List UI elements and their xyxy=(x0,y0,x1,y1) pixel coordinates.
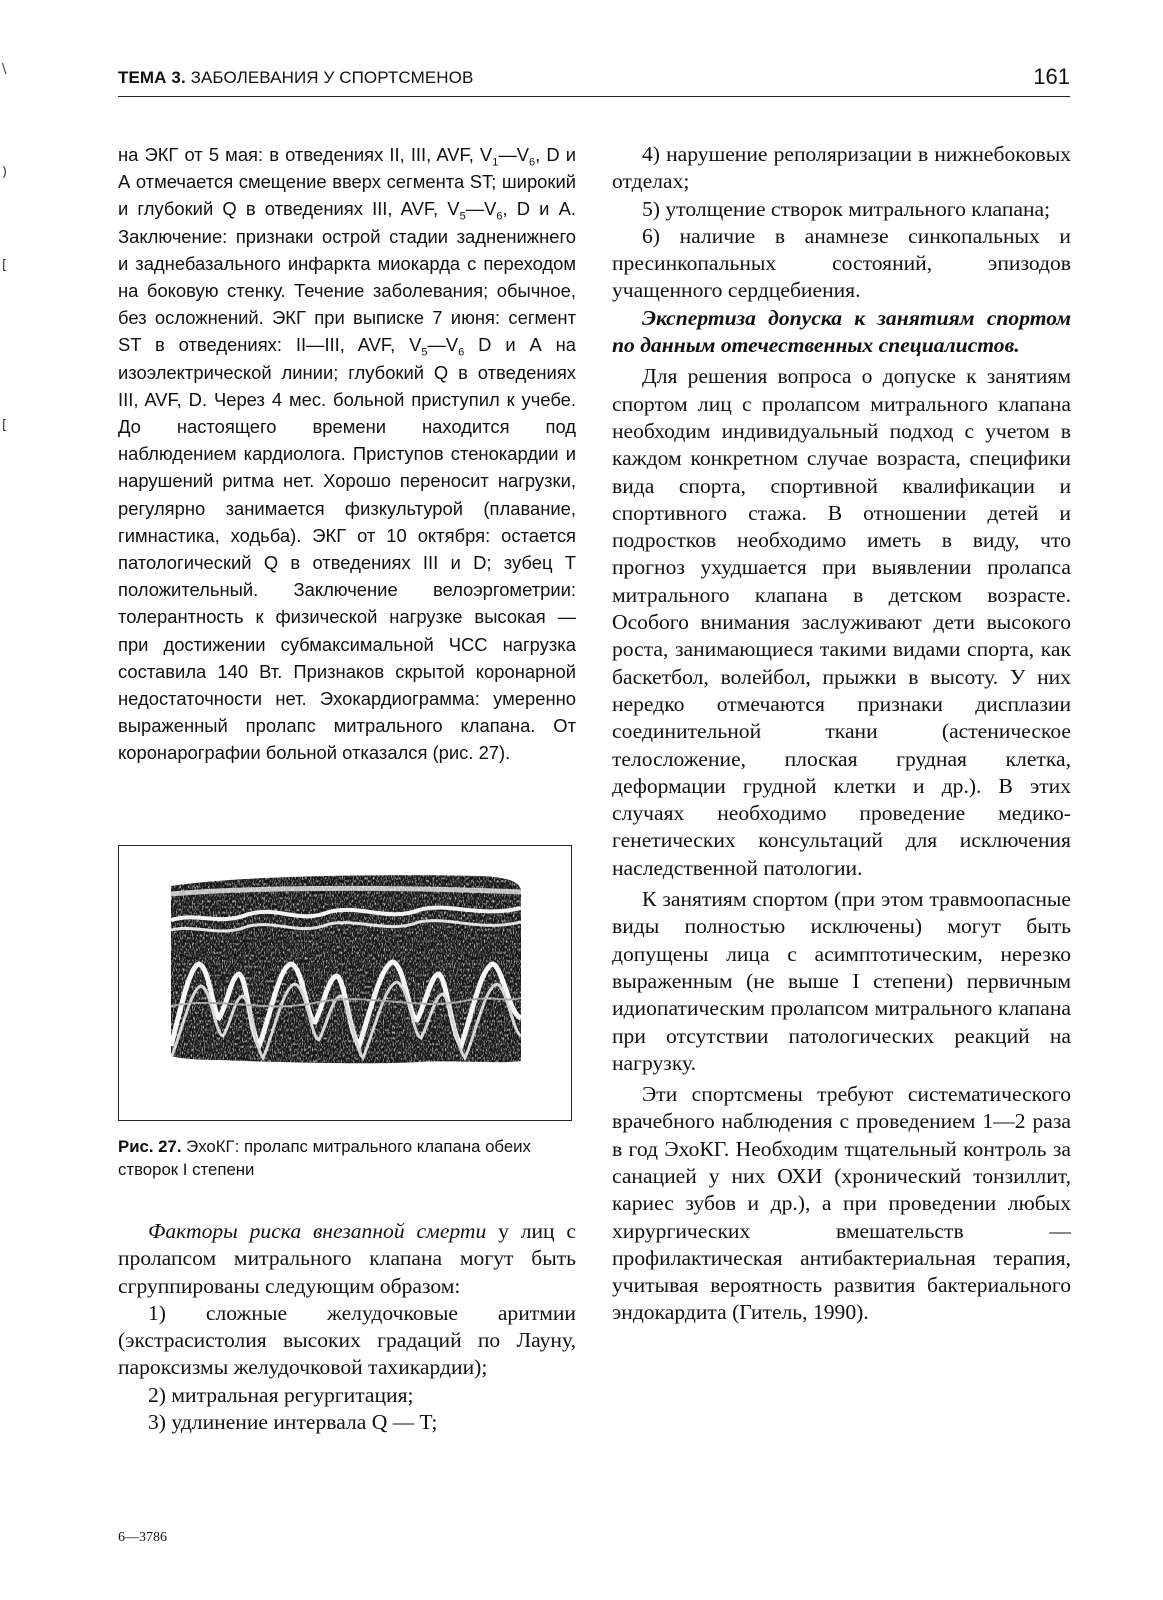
figure-caption-text: ЭхоКГ: пролапс митрального клапана обеих створок I степени xyxy=(118,1137,531,1179)
risk-factor-item: 1) сложные желудочковые аритмии (экстрасистолия высоких градаций по Лауну, пароксизмы желудочковой тахикардии); xyxy=(118,1300,576,1380)
page-number: 161 xyxy=(1033,64,1070,89)
risk-factors-intro-italic: Факторы риска внезапной смерти xyxy=(148,1219,487,1243)
risk-factor-item: 4) нарушение реполяризации в нижнебоковых отделах; xyxy=(612,142,1071,194)
figure-caption-label: Рис. 27. xyxy=(118,1137,182,1156)
left-column xyxy=(118,141,576,767)
risk-factor-item: 3) удлинение интервала Q — T; xyxy=(148,1410,438,1435)
risk-factor-item: 6) наличие в анамнезе синкопальных и пресинкопальных состояний, эпизодов учащенного сердцебиения. xyxy=(612,223,1071,303)
header-topic-name: ЗАБОЛЕВАНИЯ У СПОРТСМЕНОВ xyxy=(185,68,474,87)
body-paragraph: Эти спортсмены требуют систематического врачебного наблюдения с проведением 1—2 раза в год ЭхоКГ. Необходим тщательный контроль за санацией у них ОХИ (хронический тонзиллит, кариес зубов и др.), а при проведении любых хирургических вмешательств — профилактическая антибактериальная терапия, учитывая вероятность развития бактериального эндокардита (Гитель, 1990). xyxy=(612,1082,1071,1325)
risk-factor-item: 5) утолщение створок митрального клапана; xyxy=(642,196,1051,221)
figure-caption xyxy=(118,1135,576,1181)
header-topic-number: ТЕМА 3. xyxy=(118,68,186,87)
risk-factor-item: 2) митральная регургитация; xyxy=(148,1382,414,1407)
risk-factors-intro xyxy=(118,1218,576,1300)
figure-echocardiogram xyxy=(118,845,572,1121)
section-heading: Экспертиза допуска к занятиям спортом по данным отечественных специалистов. xyxy=(612,305,1071,358)
body-paragraph: Для решения вопроса о допуске к занятиям спортом лиц с пролапсом митрального клапана необходим индивидуальный подход с учетом в каждом конкретном случае возраста, специфики вида спорта, спортивной квалификации и спортивного стажа. В отношении детей и подростков необходимо иметь в виду, что прогноз ухудшается при выявлении пролапса митрального клапана в детском возрасте. Особого внимания заслуживают дети высокого роста, занимающиеся такими видами спорта, как баскетбол, волейбол, прыжки в высоту. У них нередко отмечаются признаки дисплазии соединительной ткани (астеническое телосложение, плоская грудная клетка, деформации грудной клетки и др.). В этих случаях необходимо проведение медико-генетических консультаций для исключения наследственной патологии. xyxy=(612,364,1071,880)
risk-factors-section xyxy=(118,1218,576,1436)
print-signature: 6—3786 xyxy=(118,1530,167,1545)
margin-scan-marks: \ ) [ [ xyxy=(2,62,8,433)
echocardiogram-image xyxy=(119,846,570,1119)
header-title xyxy=(118,68,473,88)
body-paragraph: К занятиям спортом (при этом травмоопасные виды полностью исключены) могут быть допущены лица с асимптотическим, нерезко выраженным (не выше I степени) первичным идиопатическим пролапсом митрального клапана при отсутствии патологических реакций на нагрузку. xyxy=(612,887,1071,1075)
running-header xyxy=(118,64,1070,97)
risk-factors-intro-text: у лиц с пролапсом митрального клапана могут быть сгруппированы следующим образом: xyxy=(118,1219,576,1298)
right-column xyxy=(612,141,1071,1327)
case-description: на ЭКГ от 5 мая: в отведениях II, III, AVF, $V_1—V_6$, D и А отмечается смещение вверх сегмента ST; широкий и глубокий Q в отведениях III, AVF, $V_5—V_6$, D и А. Заключение: признаки острой стадии задненижнего и заднебазального инфаркта миокарда с переходом на боковую стенку. Течение заболевания; обычное, без осложнений. ЭКГ при выписке 7 июня: сегмент ST в отведениях: II—III, AVF, $V_5—V_6$ D и А на изоэлектрической линии; глубокий Q в отведениях III, AVF, D. Через 4 мес. больной приступил к учебе. До настоящего времени находится под наблюдением кардиолога. Приступов стенокардии и нарушений ритма нет. Хорошо переносит нагрузки, регулярно занимается физкультурой (плавание, гимнастика, ходьба). ЭКГ от 10 октября: остается патологический Q в отведениях III и D; зубец Т положительный. Заключение велоэргометрии: толерантность к физической нагрузке высокая — при достижении субмаксимальной ЧСС нагрузка составила 140 Вт. Признаков скрытой коронарной недостаточности нет. Эхокардиограмма: умеренно выраженный пролапс митрального клапана. От коронарографии больной отказался (рис. 27). xyxy=(118,144,577,764)
